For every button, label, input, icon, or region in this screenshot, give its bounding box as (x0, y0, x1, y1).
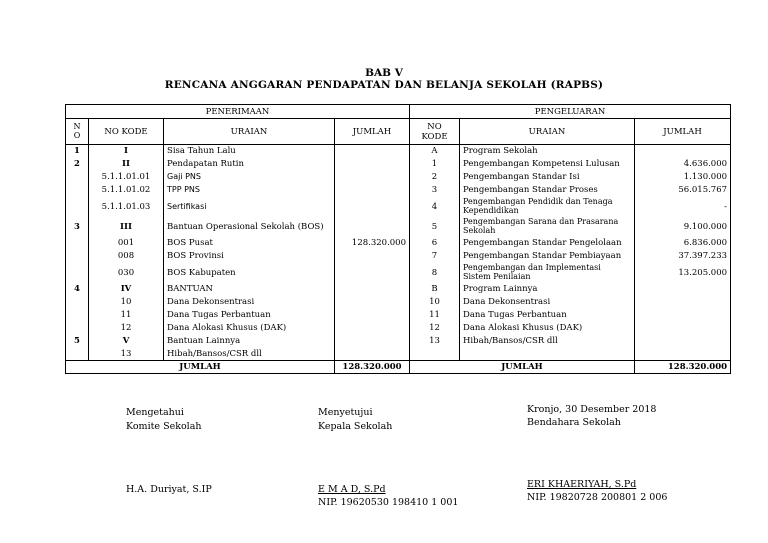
row-kode: 5.1.1.01.03 (89, 197, 164, 217)
row-jumlah (335, 322, 410, 335)
table-row (66, 171, 731, 184)
table-row (66, 335, 731, 348)
sig-left-line2: Komite Sekolah (126, 421, 202, 432)
row-jumlah (335, 197, 410, 217)
row-jumlah (335, 296, 410, 309)
sig-mid-line2: Kepala Sekolah (318, 421, 393, 432)
row-ouraian: Pengembangan Pendidik dan Tenaga Kependidikan (460, 197, 635, 217)
row-ouraian: Dana Tugas Perbantuan (460, 309, 635, 322)
total-pengeluaran-label: JUMLAH (410, 361, 635, 374)
row-no: 3 (66, 217, 89, 237)
table-row (66, 217, 731, 237)
col-no-header: N O (66, 119, 89, 145)
col-uraian-header: URAIAN (164, 119, 335, 145)
row-uraian: Dana Tugas Perbantuan (164, 309, 335, 322)
row-no: 4 (66, 283, 89, 296)
row-ouraian: Pengembangan dan Implementasi Sistem Penilaian (460, 263, 635, 283)
row-ojumlah: 4.636.000 (635, 158, 731, 171)
row-jumlah (335, 335, 410, 348)
row-ojumlah: - (635, 197, 731, 217)
sig-mid-nip: NIP. 19620530 198410 1 001 (318, 497, 459, 508)
row-uraian: Gaji PNS (164, 171, 335, 184)
row-kode: II (89, 158, 164, 171)
row-ojumlah (635, 348, 731, 361)
row-uraian: Sertifikasi (164, 197, 335, 217)
row-ouraian: Dana Alokasi Khusus (DAK) (460, 322, 635, 335)
col-jumlah-header: JUMLAH (335, 119, 410, 145)
row-ouraian (460, 348, 635, 361)
row-no (66, 296, 89, 309)
table-row (66, 197, 731, 217)
table-row (66, 250, 731, 263)
sig-mid-name: E M A D, S.Pd (318, 484, 386, 495)
row-kode: 10 (89, 296, 164, 309)
row-ojumlah: 6.836.000 (635, 237, 731, 250)
row-jumlah (335, 263, 410, 283)
row-jumlah (335, 309, 410, 322)
chapter-title: BAB V (365, 67, 403, 79)
row-kode: III (89, 217, 164, 237)
row-uraian: Sisa Tahun Lalu (164, 145, 335, 158)
row-uraian: Hibah/Bansos/CSR dll (164, 348, 335, 361)
row-kode: 13 (89, 348, 164, 361)
row-okode: 6 (410, 237, 460, 250)
row-uraian: Dana Alokasi Khusus (DAK) (164, 322, 335, 335)
penerimaan-header: PENERIMAAN (66, 105, 410, 119)
row-no (66, 348, 89, 361)
col-ojumlah-header: JUMLAH (635, 119, 731, 145)
row-okode: 8 (410, 263, 460, 283)
row-no (66, 171, 89, 184)
row-ouraian: Pengembangan Sarana dan Prasarana Sekolah (460, 217, 635, 237)
row-ouraian: Program Lainnya (460, 283, 635, 296)
row-ojumlah (635, 322, 731, 335)
row-uraian: Bantuan Lainnya (164, 335, 335, 348)
row-kode: 030 (89, 263, 164, 283)
row-no (66, 184, 89, 197)
row-uraian: BOS Kabupaten (164, 263, 335, 283)
table-row (66, 184, 731, 197)
table-row (66, 322, 731, 335)
row-uraian: BANTUAN (164, 283, 335, 296)
row-ojumlah (635, 283, 731, 296)
row-no (66, 250, 89, 263)
total-penerimaan: 128.320.000 (335, 361, 410, 374)
total-pengeluaran: 128.320.000 (635, 361, 731, 374)
table-row (66, 283, 731, 296)
row-ouraian: Pengembangan Standar Pengelolaan (460, 237, 635, 250)
row-kode: 5.1.1.01.02 (89, 184, 164, 197)
row-no: 2 (66, 158, 89, 171)
row-no: 1 (66, 145, 89, 158)
row-ojumlah: 9.100.000 (635, 217, 731, 237)
row-okode: 3 (410, 184, 460, 197)
row-uraian: BOS Provinsi (164, 250, 335, 263)
sig-left-line1: Mengetahui (126, 407, 184, 418)
col-ouraian-header: URAIAN (460, 119, 635, 145)
row-ojumlah: 1.130.000 (635, 171, 731, 184)
sig-right-line2: Bendahara Sekolah (527, 417, 621, 428)
row-kode: 5.1.1.01.01 (89, 171, 164, 184)
row-no (66, 237, 89, 250)
row-okode: 1 (410, 158, 460, 171)
row-no (66, 263, 89, 283)
row-jumlah (335, 348, 410, 361)
table-row (66, 145, 731, 158)
rapbs-table (65, 104, 731, 374)
row-ojumlah (635, 296, 731, 309)
row-jumlah (335, 145, 410, 158)
row-uraian: Bantuan Operasional Sekolah (BOS) (164, 217, 335, 237)
row-okode: 10 (410, 296, 460, 309)
row-ouraian: Hibah/Bansos/CSR dll (460, 335, 635, 348)
row-no (66, 322, 89, 335)
row-ojumlah (635, 309, 731, 322)
row-no (66, 309, 89, 322)
row-okode: 7 (410, 250, 460, 263)
table-row (66, 263, 731, 283)
row-kode: 001 (89, 237, 164, 250)
row-kode: 008 (89, 250, 164, 263)
col-kode-header: NO KODE (89, 119, 164, 145)
row-okode: A (410, 145, 460, 158)
row-kode: 11 (89, 309, 164, 322)
sig-right-line1: Kronjo, 30 Desember 2018 (527, 404, 657, 415)
row-ouraian: Program Sekolah (460, 145, 635, 158)
row-ouraian: Pengembangan Standar Pembiayaan (460, 250, 635, 263)
row-kode: I (89, 145, 164, 158)
row-okode: 12 (410, 322, 460, 335)
row-ojumlah: 56.015.767 (635, 184, 731, 197)
row-ouraian: Pengembangan Kompetensi Lulusan (460, 158, 635, 171)
row-ouraian: Pengembangan Standar Proses (460, 184, 635, 197)
row-ojumlah (635, 145, 731, 158)
row-okode: B (410, 283, 460, 296)
row-okode: 2 (410, 171, 460, 184)
row-ojumlah (635, 335, 731, 348)
row-okode: 5 (410, 217, 460, 237)
row-jumlah (335, 250, 410, 263)
row-okode: 13 (410, 335, 460, 348)
row-ouraian: Dana Dekonsentrasi (460, 296, 635, 309)
row-no: 5 (66, 335, 89, 348)
row-okode: 11 (410, 309, 460, 322)
sig-left-name: H.A. Duriyat, S.IP (126, 484, 212, 495)
table-row (66, 309, 731, 322)
row-kode: V (89, 335, 164, 348)
table-row (66, 296, 731, 309)
row-okode (410, 348, 460, 361)
document-title: RENCANA ANGGARAN PENDAPATAN DAN BELANJA SEKOLAH (RAPBS) (164, 79, 604, 91)
row-no (66, 197, 89, 217)
row-okode: 4 (410, 197, 460, 217)
sig-right-name: ERI KHAERIYAH, S.Pd (527, 479, 637, 490)
row-ouraian: Pengembangan Standar Isi (460, 171, 635, 184)
row-jumlah: 128.320.000 (335, 237, 410, 250)
pengeluaran-header: PENGELUARAN (410, 105, 731, 119)
total-penerimaan-label: JUMLAH (66, 361, 335, 374)
row-uraian: TPP PNS (164, 184, 335, 197)
sig-right-nip: NIP. 19820728 200801 2 006 (527, 492, 668, 503)
row-jumlah (335, 283, 410, 296)
row-jumlah (335, 158, 410, 171)
col-okode-header: NO KODE (410, 119, 460, 145)
row-ojumlah: 37.397.233 (635, 250, 731, 263)
row-kode: 12 (89, 322, 164, 335)
row-kode: IV (89, 283, 164, 296)
row-jumlah (335, 217, 410, 237)
row-jumlah (335, 184, 410, 197)
row-ojumlah: 13.205.000 (635, 263, 731, 283)
row-jumlah (335, 171, 410, 184)
sig-mid-line1: Menyetujui (318, 407, 373, 418)
table-row (66, 348, 731, 361)
row-uraian: BOS Pusat (164, 237, 335, 250)
table-row (66, 158, 731, 171)
table-row (66, 237, 731, 250)
row-uraian: Pendapatan Rutin (164, 158, 335, 171)
row-uraian: Dana Dekonsentrasi (164, 296, 335, 309)
